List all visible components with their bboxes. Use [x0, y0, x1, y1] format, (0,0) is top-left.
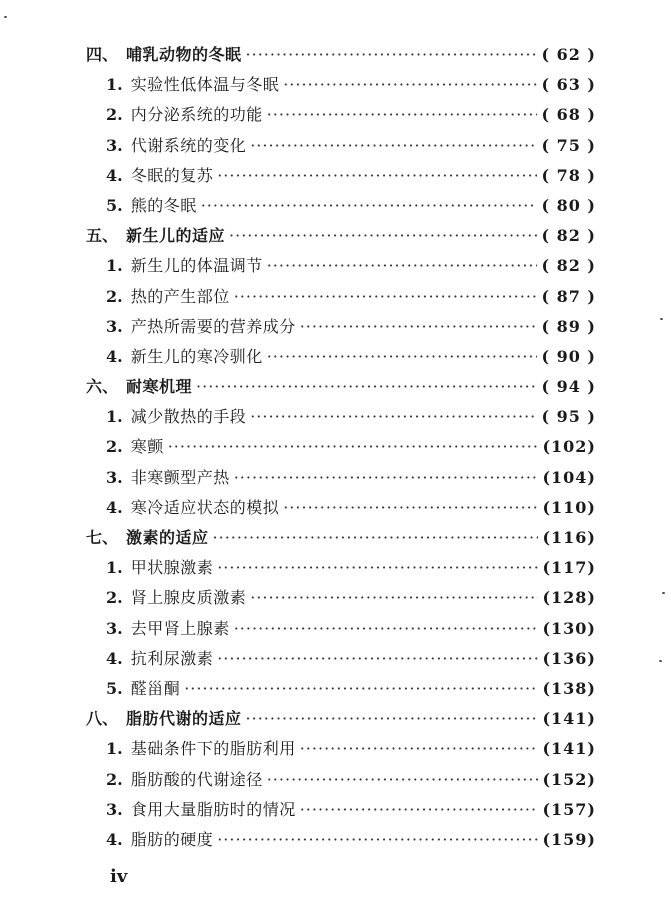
toc-page-number: (141): [542, 709, 596, 729]
dot-leader: [217, 553, 538, 583]
dot-leader: [234, 463, 539, 493]
toc-entry-number: 4.: [106, 346, 123, 366]
dot-leader: [246, 704, 539, 734]
toc-entry-title: 新生儿的寒冷驯化: [130, 346, 263, 366]
toc-entry-number: 七、: [86, 528, 119, 547]
toc-page-number: ( 90 ): [541, 346, 596, 366]
toc-page-number: ( 68 ): [541, 105, 596, 125]
dot-leader: [267, 251, 538, 281]
toc-entry-row: [86, 674, 596, 704]
toc-entry-title: 激素的适应: [126, 528, 209, 547]
toc-entry-number: 5.: [106, 678, 123, 698]
toc-entry-title: 脂肪的硬度: [130, 829, 214, 849]
dot-leader: [217, 161, 537, 191]
toc-entry-number: 3.: [106, 799, 123, 819]
toc-entry-number: 2.: [106, 286, 123, 306]
toc-entry-title: 醛甾酮: [130, 678, 181, 698]
dot-leader: [250, 583, 538, 613]
toc-page-number: ( 95 ): [541, 407, 596, 427]
toc-page-number: ( 62 ): [541, 45, 596, 64]
toc-page-number: (102): [542, 437, 596, 457]
toc-entry-title: 减少散热的手段: [130, 407, 247, 427]
dot-leader: [300, 312, 538, 342]
toc-entry-number: 六、: [86, 377, 119, 397]
scan-speck: [660, 318, 663, 320]
toc-entry-title: 哺乳动物的冬眠: [126, 45, 242, 64]
toc-entry-title: 非寒颤型产热: [130, 467, 230, 487]
toc-page-number: ( 75 ): [541, 135, 596, 155]
toc-entry-title: 肾上腺皮质激素: [130, 588, 247, 608]
toc-entry-number: 3.: [106, 467, 123, 487]
toc-entry-title: 食用大量脂肪时的情况: [130, 799, 296, 819]
toc-entry-row: [86, 251, 596, 281]
toc-entry-row: [86, 191, 596, 221]
toc-entry-title: 实验性低体温与冬眠: [130, 75, 280, 95]
toc-page-number: (104): [542, 467, 596, 487]
toc-entry-number: 2.: [106, 437, 123, 457]
toc-page-number: ( 82 ): [541, 256, 596, 276]
toc-section-row: [86, 40, 596, 70]
toc-entry-title: 脂肪酸的代谢途径: [130, 769, 263, 789]
scan-speck: [659, 660, 662, 662]
toc-entry-row: [86, 795, 596, 825]
toc-page-number: ( 78 ): [541, 165, 596, 185]
dot-leader: [250, 131, 537, 161]
toc-entry-number: 4.: [106, 497, 123, 517]
toc-entry-number: 2.: [106, 105, 123, 125]
toc-entry-row: [86, 161, 596, 191]
toc-page-number: (110): [542, 497, 596, 517]
toc-entry-title: 甲状腺激素: [130, 558, 214, 578]
dot-leader: [234, 614, 539, 644]
toc-entry-row: [86, 131, 596, 161]
dot-leader: [267, 100, 538, 130]
toc-entry-title: 去甲肾上腺素: [130, 618, 230, 638]
toc-entry-title: 抗利尿激素: [130, 648, 214, 668]
toc-entry-row: [86, 432, 596, 462]
toc-entry-number: 五、: [86, 226, 119, 246]
toc-entry-title: 内分泌系统的功能: [130, 105, 263, 125]
toc-entry-title: 热的产生部位: [130, 286, 230, 306]
dot-leader: [168, 432, 539, 462]
toc-entry-number: 3.: [106, 618, 123, 638]
toc-entry-row: [86, 70, 596, 100]
toc-page-number: (116): [542, 528, 596, 547]
toc-entry-row: [86, 282, 596, 312]
dot-leader: [229, 221, 537, 251]
scan-speck: [662, 592, 665, 594]
toc-page-number: (159): [542, 829, 596, 849]
toc-entry-number: 4.: [106, 165, 123, 185]
toc-page-number: ( 80 ): [541, 195, 596, 215]
toc-entry-number: 八、: [86, 709, 119, 729]
toc-section-row: [86, 523, 596, 553]
toc-page-number: (152): [542, 769, 596, 789]
toc-entry-number: 1.: [106, 256, 123, 276]
toc-entry-row: [86, 614, 596, 644]
dot-leader: [217, 644, 538, 674]
toc-entry-number: 2.: [106, 769, 123, 789]
dot-leader: [267, 342, 538, 372]
toc-section-row: [86, 372, 596, 402]
toc-entry-number: 四、: [86, 45, 119, 64]
toc-entry-row: [86, 553, 596, 583]
dot-leader: [201, 191, 538, 221]
dot-leader: [300, 795, 539, 825]
toc-entry-row: [86, 312, 596, 342]
toc-entry-title: 耐寒机理: [126, 377, 193, 397]
dot-leader: [217, 825, 538, 855]
toc-page-number: (141): [542, 739, 596, 759]
toc-entry-number: 1.: [106, 558, 123, 578]
toc-section-row: [86, 704, 596, 734]
dot-leader: [196, 372, 537, 402]
toc-page-number: (130): [542, 618, 596, 638]
toc-entry-title: 新生儿的体温调节: [130, 256, 263, 276]
scan-speck: [4, 16, 7, 18]
toc-page-number: (136): [542, 648, 596, 668]
toc-entry-number: 4.: [106, 829, 123, 849]
dot-leader: [250, 402, 537, 432]
toc-entry-number: 3.: [106, 135, 123, 155]
dot-leader: [246, 40, 538, 70]
toc-entry-row: [86, 765, 596, 795]
toc-entry-row: [86, 825, 596, 855]
toc-entry-title: 冬眠的复苏: [130, 165, 214, 185]
toc-page-number: (157): [542, 799, 596, 819]
toc-page-number: ( 82 ): [541, 226, 596, 246]
toc-page-number: ( 94 ): [541, 377, 596, 397]
dot-leader: [283, 70, 537, 100]
toc-entry-title: 寒冷适应状态的模拟: [130, 497, 280, 517]
table-of-contents: [86, 40, 596, 855]
dot-leader: [234, 282, 538, 312]
toc-entry-title: 寒颤: [130, 437, 164, 457]
page-number: iv: [110, 866, 128, 887]
dot-leader: [213, 523, 539, 553]
toc-entry-row: [86, 100, 596, 130]
toc-entry-number: 2.: [106, 588, 123, 608]
dot-leader: [300, 734, 539, 764]
toc-entry-title: 熊的冬眠: [130, 195, 197, 215]
toc-entry-row: [86, 402, 596, 432]
dot-leader: [283, 493, 538, 523]
toc-entry-number: 1.: [106, 407, 123, 427]
toc-page-number: (138): [542, 678, 596, 698]
toc-entry-row: [86, 342, 596, 372]
toc-page-number: ( 87 ): [541, 286, 596, 306]
toc-entry-title: 脂肪代谢的适应: [126, 709, 242, 729]
toc-entry-row: [86, 493, 596, 523]
toc-page-number: (117): [542, 558, 596, 578]
toc-page-number: ( 63 ): [541, 75, 596, 95]
toc-entry-row: [86, 463, 596, 493]
toc-entry-title: 代谢系统的变化: [130, 135, 247, 155]
toc-entry-row: [86, 734, 596, 764]
toc-section-row: [86, 221, 596, 251]
toc-entry-title: 产热所需要的营养成分: [130, 316, 296, 336]
toc-entry-row: [86, 644, 596, 674]
toc-entry-title: 新生儿的适应: [126, 226, 226, 246]
toc-entry-number: 4.: [106, 648, 123, 668]
toc-entry-number: 5.: [106, 195, 123, 215]
dot-leader: [184, 674, 538, 704]
toc-entry-row: [86, 583, 596, 613]
toc-entry-title: 基础条件下的脂肪利用: [130, 739, 296, 759]
toc-page-number: ( 89 ): [541, 316, 596, 336]
toc-page-number: (128): [542, 588, 596, 608]
toc-entry-number: 1.: [106, 75, 123, 95]
dot-leader: [267, 765, 539, 795]
toc-entry-number: 3.: [106, 316, 123, 336]
toc-entry-number: 1.: [106, 739, 123, 759]
